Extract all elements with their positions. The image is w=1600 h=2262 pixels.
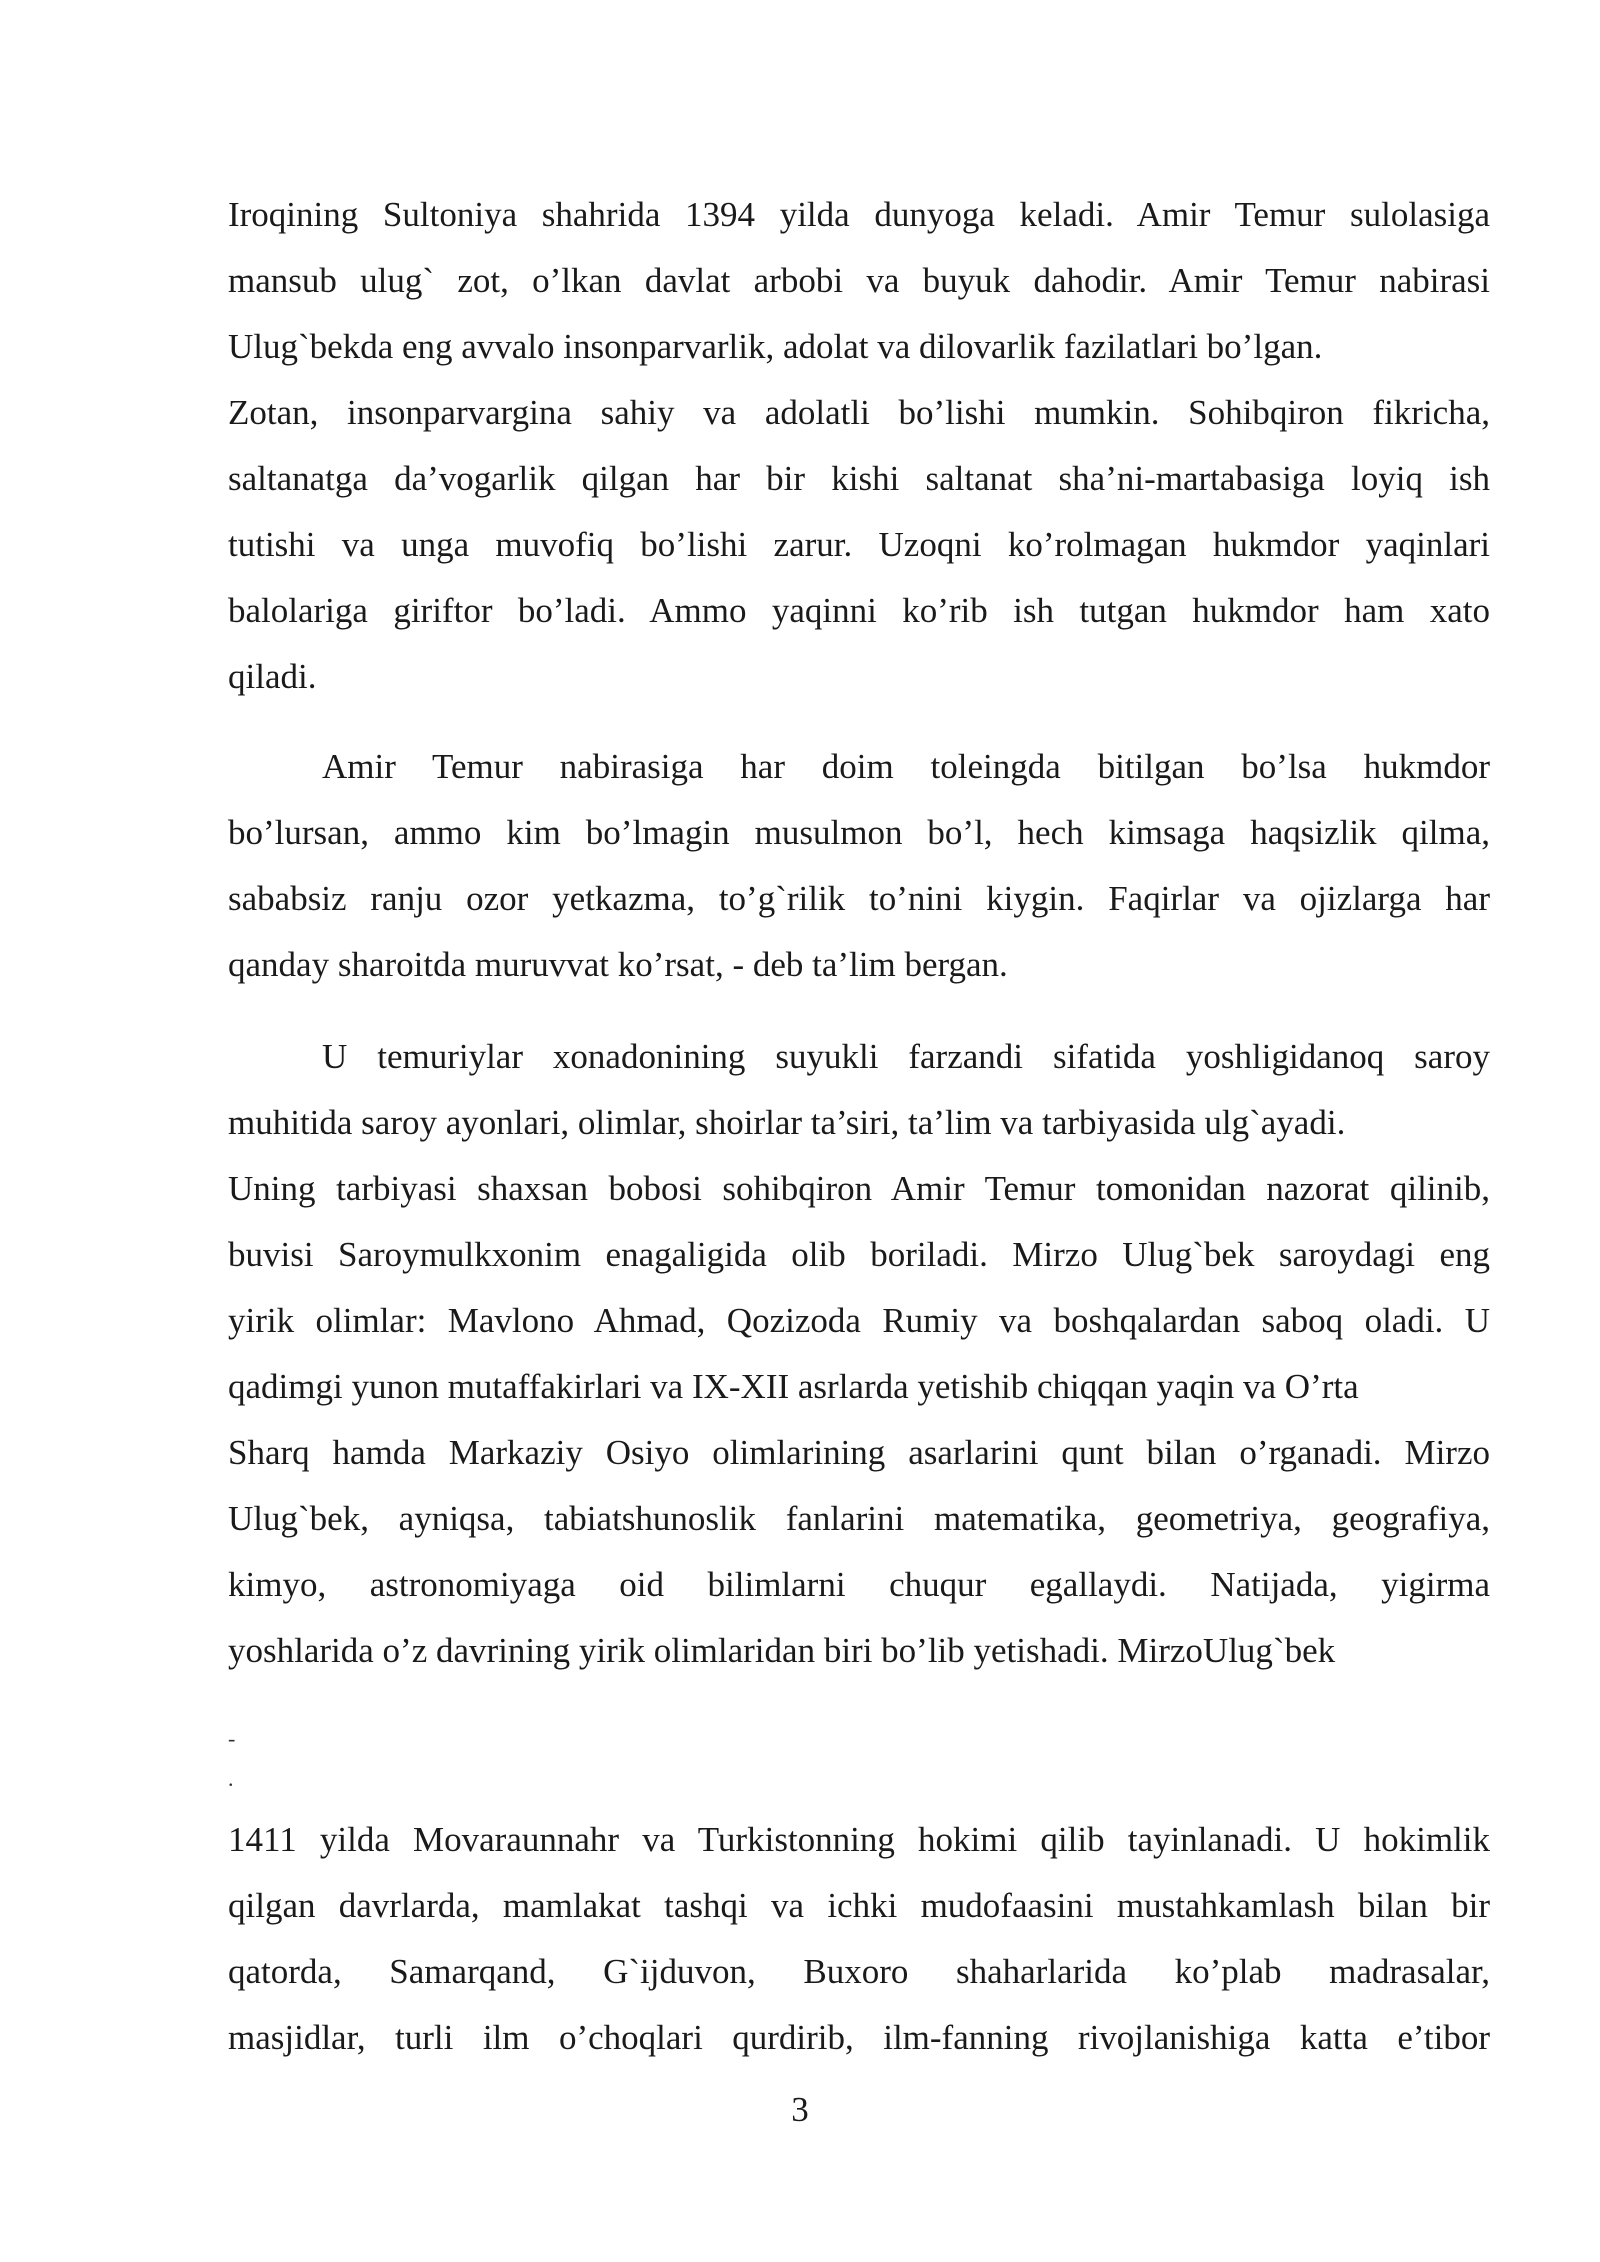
paragraph-line: balolariga giriftor bo’ladi. Ammo yaqinni ko’rib ish tutgan hukmdor ham xato (228, 591, 1490, 630)
paragraph-line: U temuriylar xonadonining suyukli farzandi sifatida yoshligidanoq saroy (322, 1037, 1490, 1076)
paragraph-line: Ulug`bekda eng avvalo insonparvarlik, adolat va dilovarlik fazilatlari bo’lgan. (228, 327, 1323, 366)
paragraph-line: Amir Temur nabirasiga har doim toleingda bitilgan bo’lsa hukmdor (322, 747, 1490, 786)
paragraph-3 (228, 1024, 1490, 1684)
paragraph-4 (228, 1807, 1490, 2071)
paragraph-line: Iroqining Sultoniya shahrida 1394 yilda dunyoga keladi. Amir Temur sulolasiga (228, 195, 1490, 234)
paragraph-line: Ulug`bek, ayniqsa, tabiatshunoslik fanlarini matematika, geometriya, geografiya, (228, 1499, 1490, 1538)
paragraph-line: yirik olimlar: Mavlono Ahmad, Qozizoda Rumiy va boshqalardan saboq oladi. U (228, 1301, 1490, 1340)
paragraph-line: Uning tarbiyasi shaxsan bobosi sohibqiron Amir Temur tomonidan nazorat qilinib, (228, 1169, 1490, 1208)
page-number: 3 (791, 2090, 809, 2129)
paragraph-line: bo’lursan, ammo kim bo’lmagin musulmon bo’l, hech kimsaga haqsizlik qilma, (228, 813, 1490, 852)
paragraph-line: muhitida saroy ayonlari, olimlar, shoirlar ta’siri, ta’lim va tarbiyasida ulg`ayadi. (228, 1103, 1346, 1142)
paragraph-line: masjidlar, turli ilm o’choqlari qurdirib, ilm-fanning rivojlanishiga katta e’tibor (228, 2018, 1490, 2057)
paragraph-line: mansub ulug` zot, o’lkan davlat arbobi va buyuk dahodir. Amir Temur nabirasi (228, 261, 1490, 300)
paragraph-line: qatorda, Samarqand, G`ijduvon, Buxoro shaharlarida ko’plab madrasalar, (228, 1952, 1490, 1991)
paragraph-line: saltanatga da’vogarlik qilgan har bir kishi saltanat sha’ni-martabasiga loyiq ish (228, 459, 1490, 498)
paragraph-line: Sharq hamda Markaziy Osiyo olimlarining asarlarini qunt bilan o’rganadi. Mirzo (228, 1433, 1490, 1472)
paragraph-line: qadimgi yunon mutaffakirlari va IX-XII asrlarda yetishib chiqqan yaqin va O’rta (228, 1367, 1359, 1406)
paragraph-line: kimyo, astronomiyaga oid bilimlarni chuqur egallaydi. Natijada, yigirma (228, 1565, 1490, 1604)
paragraph-line: qanday sharoitda muruvvat ko’rsat, - deb ta’lim bergan. (228, 945, 1008, 984)
footnote-mark: . (228, 1766, 234, 1791)
paragraph-1 (228, 182, 1490, 710)
paragraph-2 (228, 734, 1490, 998)
paragraph-line: buvisi Saroymulkxonim enagaligida olib boriladi. Mirzo Ulug`bek saroydagi eng (228, 1235, 1490, 1274)
paragraph-line: sababsiz ranju ozor yetkazma, to’g`rilik to’nini kiygin. Faqirlar va ojizlarga har (228, 879, 1490, 918)
paragraph-line: Zotan, insonparvargina sahiy va adolatli bo’lishi mumkin. Sohibqiron fikricha, (228, 393, 1490, 432)
paragraph-line: yoshlarida o’z davrining yirik olimlaridan biri bo’lib yetishadi. MirzoUlug`bek (228, 1631, 1336, 1670)
paragraph-line: tutishi va unga muvofiq bo’lishi zarur. Uzoqni ko’rolmagan hukmdor yaqinlari (228, 525, 1490, 564)
paragraph-line: 1411 yilda Movaraunnahr va Turkistonning hokimi qilib tayinlanadi. U hokimlik (228, 1820, 1490, 1859)
footnote-mark: - (228, 1726, 236, 1751)
paragraph-line: qilgan davrlarda, mamlakat tashqi va ichki mudofaasini mustahkamlash bilan bir (228, 1886, 1490, 1925)
paragraph-line: qiladi. (228, 657, 317, 696)
